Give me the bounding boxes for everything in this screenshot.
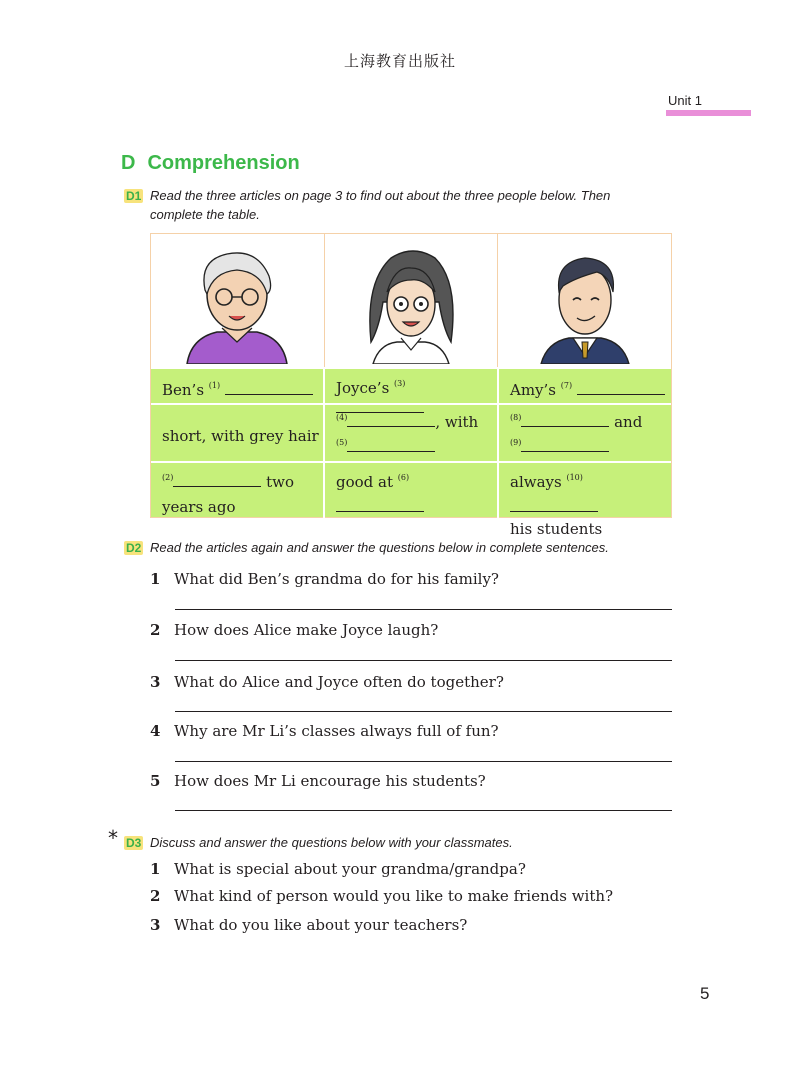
publisher-header: 上海教育出版社 bbox=[343, 52, 456, 70]
blank-4[interactable] bbox=[347, 411, 435, 427]
blank-5[interactable] bbox=[347, 436, 435, 452]
blank-1[interactable] bbox=[225, 379, 313, 395]
answer-line[interactable] bbox=[175, 761, 672, 762]
blank-number: (4) bbox=[336, 413, 348, 422]
discussion-item bbox=[150, 916, 467, 934]
table-answer-grid bbox=[151, 367, 671, 538]
table-row bbox=[151, 461, 671, 538]
question-item bbox=[150, 621, 438, 639]
question-item bbox=[150, 570, 499, 588]
question-item bbox=[150, 722, 499, 740]
discussion-item bbox=[150, 887, 613, 905]
cell-text: two bbox=[261, 473, 295, 491]
question-text: What do you like about your teachers? bbox=[174, 916, 468, 934]
section-name: Comprehension bbox=[147, 152, 300, 174]
question-number: 1 bbox=[150, 860, 161, 878]
page-number: 5 bbox=[700, 984, 710, 1003]
question-number: 4 bbox=[150, 722, 161, 740]
table-cell bbox=[325, 405, 499, 463]
question-number: 3 bbox=[150, 673, 161, 691]
blank-number: (6) bbox=[397, 473, 410, 482]
girl-picture bbox=[351, 242, 471, 364]
girl-cell bbox=[325, 234, 499, 367]
table-row bbox=[151, 403, 671, 463]
section-letter: D bbox=[121, 152, 136, 174]
unit-bar bbox=[666, 110, 751, 116]
table-cell bbox=[499, 463, 671, 538]
d2-instruction: Read the articles again and answer the questions below in complete sentences. bbox=[150, 540, 609, 555]
table-row bbox=[151, 367, 671, 405]
question-text: How does Alice make Joyce laugh? bbox=[174, 621, 439, 639]
question-text: What kind of person would you like to make friends with? bbox=[174, 887, 614, 905]
blank-number: (9) bbox=[510, 438, 522, 447]
cell-text: Joyce’s bbox=[336, 379, 395, 397]
cell-text: his students bbox=[510, 520, 603, 538]
answer-line[interactable] bbox=[175, 609, 672, 610]
question-number: 1 bbox=[150, 570, 161, 588]
d3-tag: D3 bbox=[126, 836, 142, 850]
blank-8[interactable] bbox=[521, 411, 609, 427]
table-cell bbox=[151, 405, 325, 463]
d1-tag: D1 bbox=[126, 189, 142, 203]
d2-tag: D2 bbox=[126, 541, 142, 555]
table-cell bbox=[499, 405, 671, 463]
cell-text: short, with grey hair bbox=[162, 427, 319, 445]
blank-number: (8) bbox=[510, 413, 522, 422]
answer-line[interactable] bbox=[175, 711, 672, 712]
discussion-item bbox=[150, 860, 526, 878]
question-text: What did Ben’s grandma do for his family? bbox=[174, 570, 499, 588]
info-table bbox=[150, 233, 672, 538]
table-cell bbox=[151, 369, 325, 405]
cell-text: and bbox=[609, 413, 643, 431]
d1-instruction bbox=[150, 186, 610, 224]
question-text: What do Alice and Joyce often do together? bbox=[174, 673, 504, 691]
question-text: How does Mr Li encourage his students? bbox=[174, 772, 486, 790]
optional-asterisk: * bbox=[108, 826, 118, 850]
cell-text: Amy’s bbox=[510, 381, 561, 399]
cell-text: always bbox=[510, 473, 567, 491]
cell-text: years ago bbox=[162, 498, 236, 516]
question-number: 5 bbox=[150, 772, 161, 790]
blank-number: (2) bbox=[162, 473, 174, 482]
picture-row bbox=[151, 234, 671, 367]
blank-7[interactable] bbox=[577, 379, 665, 395]
blank-9[interactable] bbox=[521, 436, 609, 452]
blank-number: (10) bbox=[566, 473, 583, 482]
blank-number: (7) bbox=[560, 381, 573, 390]
question-text: What is special about your grandma/grandpa? bbox=[174, 860, 526, 878]
blank-number: (3) bbox=[394, 379, 406, 388]
blank-number: (1) bbox=[208, 381, 221, 390]
table-cell bbox=[499, 369, 671, 405]
question-number: 2 bbox=[150, 887, 161, 905]
d3-instruction: Discuss and answer the questions below with your classmates. bbox=[150, 835, 513, 850]
blank-6[interactable] bbox=[336, 496, 424, 512]
question-item bbox=[150, 772, 486, 790]
unit-label: Unit 1 bbox=[668, 93, 702, 108]
grandma-cell bbox=[151, 234, 325, 367]
d1-instruction-line1: Read the three articles on page 3 to find out about the three people below. Then bbox=[150, 188, 611, 203]
question-text: Why are Mr Li’s classes always full of fun? bbox=[174, 722, 499, 740]
question-item bbox=[150, 673, 504, 691]
table-cell bbox=[151, 463, 325, 519]
blank-number: (5) bbox=[336, 438, 348, 447]
answer-line[interactable] bbox=[175, 810, 672, 811]
question-number: 2 bbox=[150, 621, 161, 639]
cell-text: Ben’s bbox=[162, 381, 209, 399]
d1-instruction-line2: complete the table. bbox=[150, 207, 260, 222]
cell-text: , with bbox=[435, 413, 479, 431]
question-number: 3 bbox=[150, 916, 161, 934]
table-cell bbox=[325, 369, 499, 405]
teacher-picture bbox=[525, 242, 645, 364]
teacher-cell bbox=[498, 234, 671, 367]
blank-10[interactable] bbox=[510, 496, 598, 512]
section-title bbox=[121, 152, 300, 175]
table-cell bbox=[325, 463, 499, 519]
answer-line[interactable] bbox=[175, 660, 672, 661]
grandma-picture bbox=[177, 242, 297, 364]
cell-text: good at bbox=[336, 473, 398, 491]
blank-2[interactable] bbox=[173, 471, 261, 487]
